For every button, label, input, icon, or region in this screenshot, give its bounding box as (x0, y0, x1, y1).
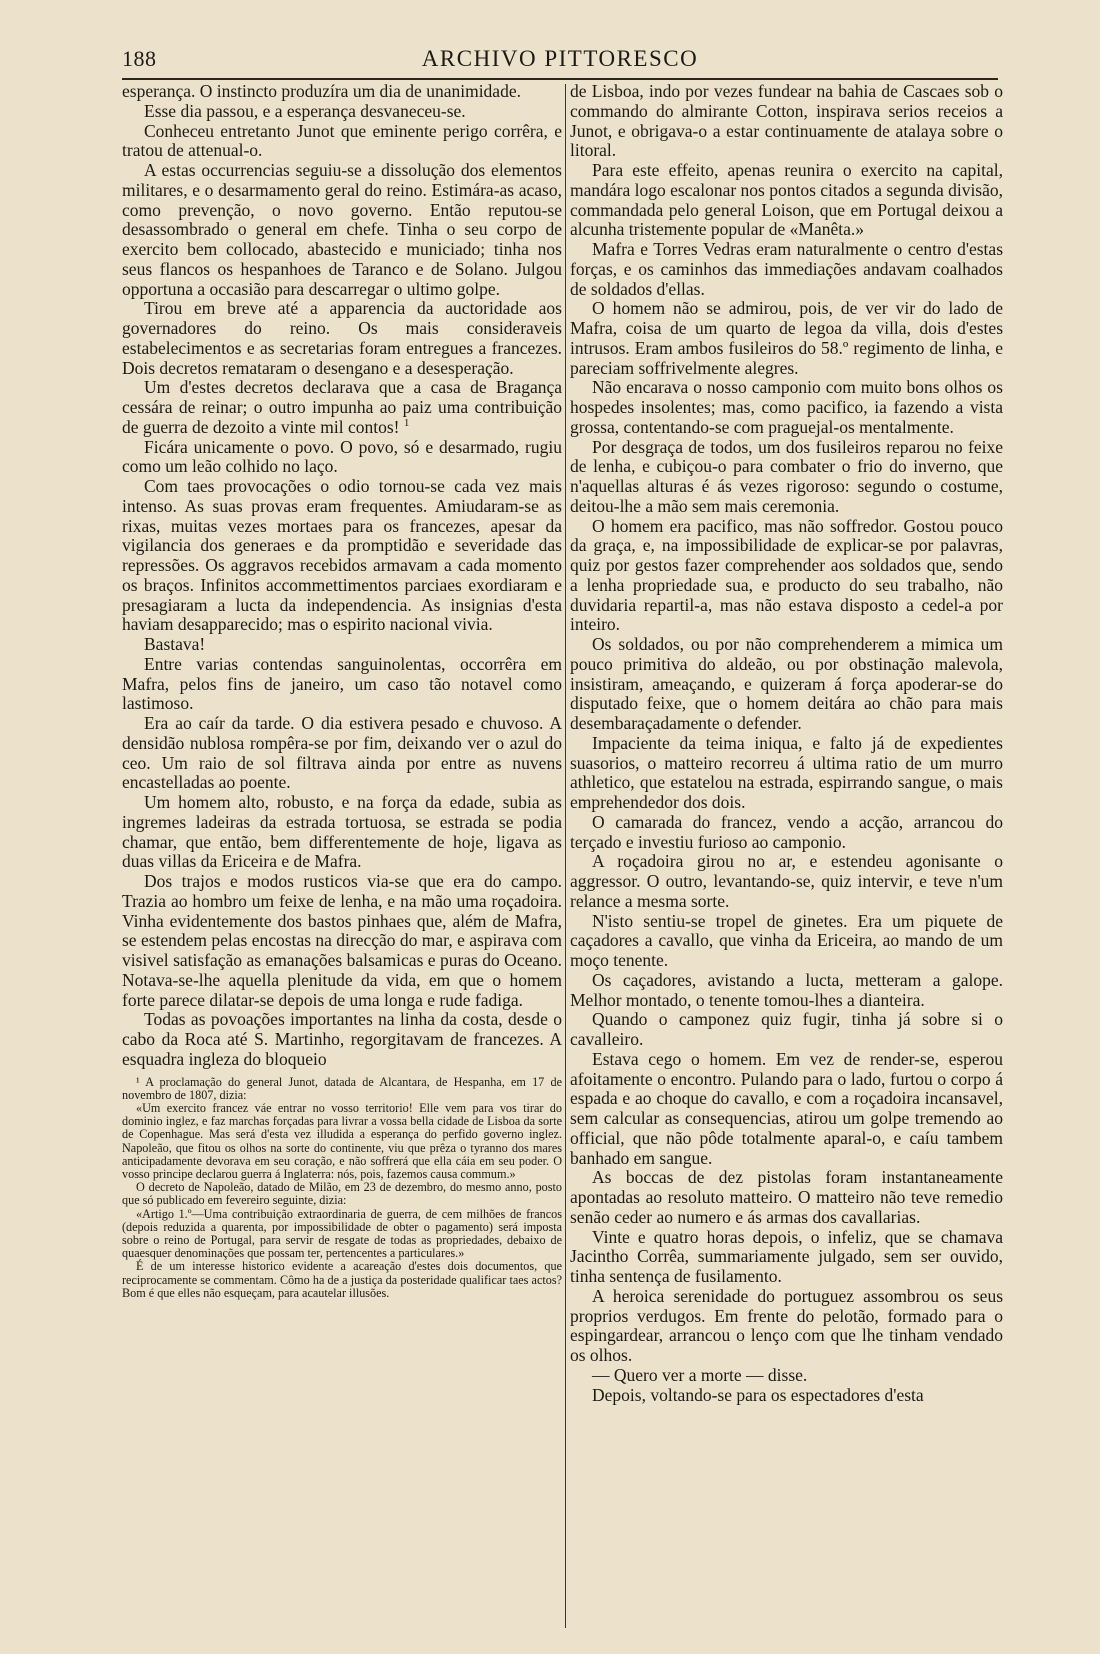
paragraph: Um homem alto, robusto, e na força da edade, subia as ingremes ladeiras da estrada tortuosa, se estrada se podia chamar, que então, bem differentemente de hoje, ligava as duas villas da Ericeira e de Mafra. (122, 792, 562, 872)
paragraph: Conheceu entretanto Junot que eminente perigo corrêra, e tratou de attenual-o. (122, 120, 562, 161)
column-divider (565, 84, 566, 1628)
paragraph-text: Um d'estes decretos declarava que a casa de Bragança cessára de reinar; o outro impunha ao paiz uma contribuição de guerra de dezoito a vinte mil contos! (122, 377, 562, 437)
footnote: ¹ A proclamação do general Junot, datada de Alcantara, de Hespanha, em 17 de novembro de 1807, dizia: (122, 1074, 562, 1102)
paragraph: A heroica serenidade do portuguez assombrou os seus proprios verdugos. Em frente do pelotão, formado para o espingardear, arrancou o lenço com que lhe tinham vendado os olhos. (570, 1285, 1003, 1365)
paragraph: Não encarava o nosso camponio com muito bons olhos os hospedes insolentes; mas, como pacifico, ia fazendo a vista grossa, contentando-se com praguejal-os mentalmente. (570, 377, 1003, 437)
paragraph: Por desgraça de todos, um dos fusileiros reparou no feixe de lenha, e cubiçou-o para combater o frio do inverno, que n'aquellas alturas é ás vezes rigoroso: segundo o costume, deitou-lhe a mão sem mais ceremonia. (570, 436, 1003, 516)
paragraph: N'isto sentiu-se tropel de ginetes. Era um piquete de caçadores a cavallo, que vinha da Ericeira, ao mando de um moço tenente. (570, 910, 1003, 970)
footnote: É de um interesse historico evidente a acareação d'estes dois documentos, que reciprocamente se commentam. Cômo ha de a justiça da posteridade qualificar taes actos? Bom é que elles não esqueçam, para acautelar illusões. (122, 1259, 562, 1300)
footnotes (122, 1076, 562, 1300)
running-title: ARCHIVO PITTORESCO (421, 46, 699, 71)
footnote: «Artigo 1.º—Uma contribuição extraordinaria de guerra, de cem milhões de francos (depois reduzida a quarenta, por impossibilidade de obter o pagamento) será imposta sobre o reino de Portugal, para servir de resgate de todas as propriedades, debaixo de quaesquer denominações que possam ter, pertencentes a particulares.» (122, 1206, 562, 1261)
paragraph: As boccas de dez pistolas foram instantaneamente apontadas ao resoluto matteiro. O matteiro não teve remedio senão ceder ao numero e ás armas dos cavallarias. (570, 1167, 1003, 1227)
paragraph: Quando o camponez quiz fugir, tinha já sobre si o cavalleiro. (570, 1009, 1003, 1049)
paragraph: Tirou em breve até a apparencia da auctoridade aos governadores do reino. Os mais consideraveis estabelecimentos e as secretarias foram entregues a francezes. Dois decretos remataram o desengano e a desesperação. (122, 298, 562, 378)
page-number: 188 (122, 46, 157, 71)
paragraph: Com taes provocações o odio tornou-se cada vez mais intenso. As suas provas eram frequentes. Amiudaram-se as rixas, muitas vezes mortaes para os francezes, apesar da vigilancia dos generaes e da promptidão e severidade das repressões. Os aggravos recebidos armavam a cada momento os braços. Infinitos accommettimentos parciaes exordiaram e presagiaram a lucta da independencia. As insignias d'esta haviam desapparecido; mas o espirito nacional vivia. (122, 476, 562, 635)
paragraph: Vinte e quatro horas depois, o infeliz, que se chamava Jacintho Corrêa, summariamente julgado, sem ser ouvido, tinha sentença de fusilamento. (570, 1226, 1003, 1286)
paragraph: Mafra e Torres Vedras eram naturalmente o centro d'estas forças, e os caminhos das immediações andavam coalhados de soldados d'ellas. (570, 239, 1003, 299)
paragraph: Dos trajos e modos rusticos via-se que era do campo. Trazia ao hombro um feixe de lenha, e na mão uma roçadoira. Vinha evidentemente dos bastos pinhaes que, além de Mafra, se estendem pelas encostas na direcção do mar, e aspirava com visivel satisfação as emanações balsamicas e puras do Oceano. Notava-se-lhe aquella plenitude da vida, em que o homem forte parece dilatar-se depois de uma longa e rude fadiga. (122, 871, 563, 1010)
paragraph: Estava cego o homem. Em vez de render-se, esperou afoitamente o encontro. Pulando para o lado, furtou o corpo á espada e ao choque do cavallo, e com a roçadoira incansavel, sem calcular as consequencias, atirou um golpe tremendo ao official, que não pôde totalmente aparal-o, e caíu tambem banhado em sangue. (570, 1048, 1003, 1168)
paragraph: Bastava! (144, 634, 206, 654)
paragraph: Depois, voltando-se para os espectadores d'esta (592, 1384, 924, 1405)
paragraph: Entre varias contendas sanguinolentas, occorrêra em Mafra, pelos fins de janeiro, um caso tão notavel como lastimoso. (122, 653, 562, 714)
right-column (570, 82, 1003, 1405)
paragraph: O camarada do francez, vendo a acção, arrancou do terçado e investiu furioso ao camponio. (570, 811, 1003, 852)
paragraph: A roçadoira girou no ar, e estendeu agonisante o aggressor. O outro, levantando-se, quiz intervir, e teve n'um relance a mesma sorte. (570, 851, 1003, 911)
paragraph: — Quero ver a morte — disse. (592, 1364, 808, 1385)
paragraph: Era ao caír da tarde. O dia estivera pesado e chuvoso. A densidão nublosa rompêra-se por fim, deixando ver o azul do ceo. Um raio de sol filtrava ainda por entre as nuvens encastelladas ao poente. (122, 713, 562, 793)
footnote-marker: 1 (403, 416, 410, 429)
header-rule (122, 78, 998, 80)
paragraph: esperança. O instincto produzíra um dia de unanimidade. (122, 81, 521, 101)
paragraph: de Lisboa, indo por vezes fundear na bahia de Cascaes sob o commando do almirante Cotton, inspirava serios receios a Junot, e obrigava-o a estar continuamente de atalaya sobre o litoral. (570, 81, 1003, 161)
paragraph: Ficára unicamente o povo. O povo, só e desarmado, rugiu como um leão colhido no laço. (122, 436, 562, 477)
paragraph: Impaciente da teima iniqua, e falto já de expedientes suasorios, o matteiro recorreu á ultima ratio de um murro athletico, que estatelou na estrada, espirrando sangue, o mais emprehendedor dos dois. (570, 732, 1003, 812)
footnote: «Um exercito francez váe entrar no vosso territorio! Elle vem para vos tirar do dominio inglez, e faz marchas forçadas para livrar a vossa bella cidade de Lisboa da sorte de Copenhague. Mas será d'esta vez illudida a esperança do perfido governo inglez. Napoleão, que fitou os olhos na sorte do continente, viu que prêza o tyranno dos mares anticipadamente devorava em seu coração, e não soffrerá que ella cáia em seu poder. O vosso principe declarou guerra á Inglaterra: nós, pois, fazemos causa commum.» (122, 1100, 562, 1181)
paragraph: Todas as povoações importantes na linha da costa, desde o cabo da Roca até S. Martinho, regorgitavam de francezes. A esquadra ingleza do bloqueio (122, 1009, 562, 1069)
paragraph: Os soldados, ou por não comprehenderem a mimica um pouco primitiva do aldeão, ou por obstinação malevola, insistiram, ameaçando, e quizeram á força apoderar-se do disputado feixe, que o homem deitára ao chão para mais desembaraçadamente o defender. (570, 634, 1003, 733)
footnote: O decreto de Napoleão, datado de Milão, em 23 de dezembro, do mesmo anno, posto que só publicado em fevereiro seguinte, dizia: (122, 1180, 562, 1208)
paragraph: O homem não se admirou, pois, de ver vir do lado de Mafra, coisa de um quarto de legoa da villa, dois d'estes intrusos. Eram ambos fusileiros do 58.º regimento de linha, e pareciam soffrivelmente alegres. (570, 298, 1003, 378)
paragraph: Esse dia passou, e a esperança desvaneceu-se. (144, 100, 466, 121)
left-column (122, 82, 562, 1300)
paragraph: A estas occurrencias seguiu-se a dissolução dos elementos militares, e o desarmamento geral do reino. Estimára-as acaso, como prevenção, o novo governo. Então reputou-se desassombrado o general em chefe. Tinha o seu corpo de exercito bem collocado, abastecido e municiado; tinha nos seus flancos os hespanhoes de Taranco e de Solano. Julgou opportuna a occasião para descarregar o ultimo golpe. (122, 160, 562, 299)
paragraph-with-note (122, 378, 562, 437)
paragraph: O homem era pacifico, mas não soffredor. Gostou pouco da graça, e, na impossibilidade de explicar-se por palavras, quiz por gestos fazer comprehender aos soldados que, sendo a lenha propriedade sua, e producto do seu trabalho, não duvidaria repartil-a, mas não estava disposto a cedel-a por inteiro. (570, 515, 1003, 635)
paragraph: Os caçadores, avistando a lucta, metteram a galope. Melhor montado, o tenente tomou-lhes a dianteira. (570, 969, 1003, 1010)
page-header (122, 44, 998, 76)
paragraph: Para este effeito, apenas reunira o exercito na capital, mandára logo escalonar nos pontos citados a segunda divisão, commandada pelo general Loison, que em Portugal deixou a alcunha tristemente popular de «Manêta.» (570, 160, 1004, 240)
